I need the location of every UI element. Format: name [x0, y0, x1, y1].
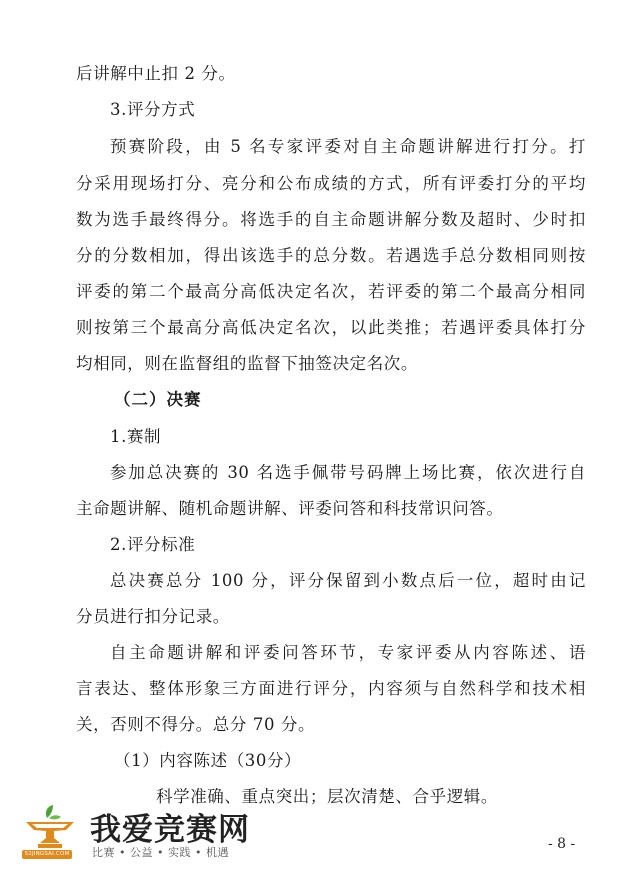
text-line: 分的分数相加，得出该选手的总分数。若遇选手总分数相同则按 [76, 246, 586, 265]
text-line: 科学准确、重点突出；层次清楚、合乎逻辑。 [156, 787, 498, 806]
text-line: 参加总决赛的 30 名选手佩带号码牌上场比赛，依次进行自 [110, 463, 586, 482]
text-line: 评委的第二个最高分高低决定名次，若评委的第二个最高分相同 [76, 282, 586, 301]
text-line: 均相同，则在监督组的监督下抽签决定名次。 [76, 354, 418, 373]
logo-slogan: 比赛 • 公益 • 实践 • 机遇 [92, 846, 229, 859]
text-line: 自主命题讲解和评委问答环节，专家评委从内容陈述、语 [110, 643, 586, 662]
site-logo [18, 800, 258, 864]
subsection-heading: 1.赛制 [110, 427, 162, 446]
text-line: 总决赛总分 100 分，评分保留到小数点后一位，超时由记 [110, 571, 586, 590]
text-line: 分员进行扣分记录。 [76, 607, 230, 626]
subsection-heading: （1）内容陈述（30分） [114, 751, 302, 770]
logo-url: 52JINGSAI.COM [22, 850, 72, 859]
page-number: - 8 - [548, 836, 576, 852]
text-line: 主命题讲解、随机命题讲解、评委问答和科技常识问答。 [76, 499, 504, 518]
logo-title: 我爱竞赛网 [90, 812, 250, 848]
text-line: 数为选手最终得分。将选手的自主命题讲解分数及超时、少时扣 [76, 210, 586, 229]
text-line: 分采用现场打分、亮分和公布成绩的方式，所有评委打分的平均 [76, 174, 586, 193]
text-line: 关，否则不得分。总分 70 分。 [76, 715, 316, 734]
section-heading: 3.评分方式 [110, 100, 196, 119]
section-heading: （二）决赛 [114, 390, 202, 409]
subsection-heading: 2.评分标准 [110, 535, 196, 554]
text-line: 则按第三个最高分高低决定名次，以此类推；若遇评委具体打分 [76, 318, 586, 337]
text-line: 后讲解中止扣 2 分。 [76, 64, 236, 83]
text-line: 言表达、整体形象三方面进行评分，内容须与自然科学和技术相 [76, 679, 586, 698]
text-line: 预赛阶段，由 5 名专家评委对自主命题讲解进行打分。打 [110, 137, 586, 156]
